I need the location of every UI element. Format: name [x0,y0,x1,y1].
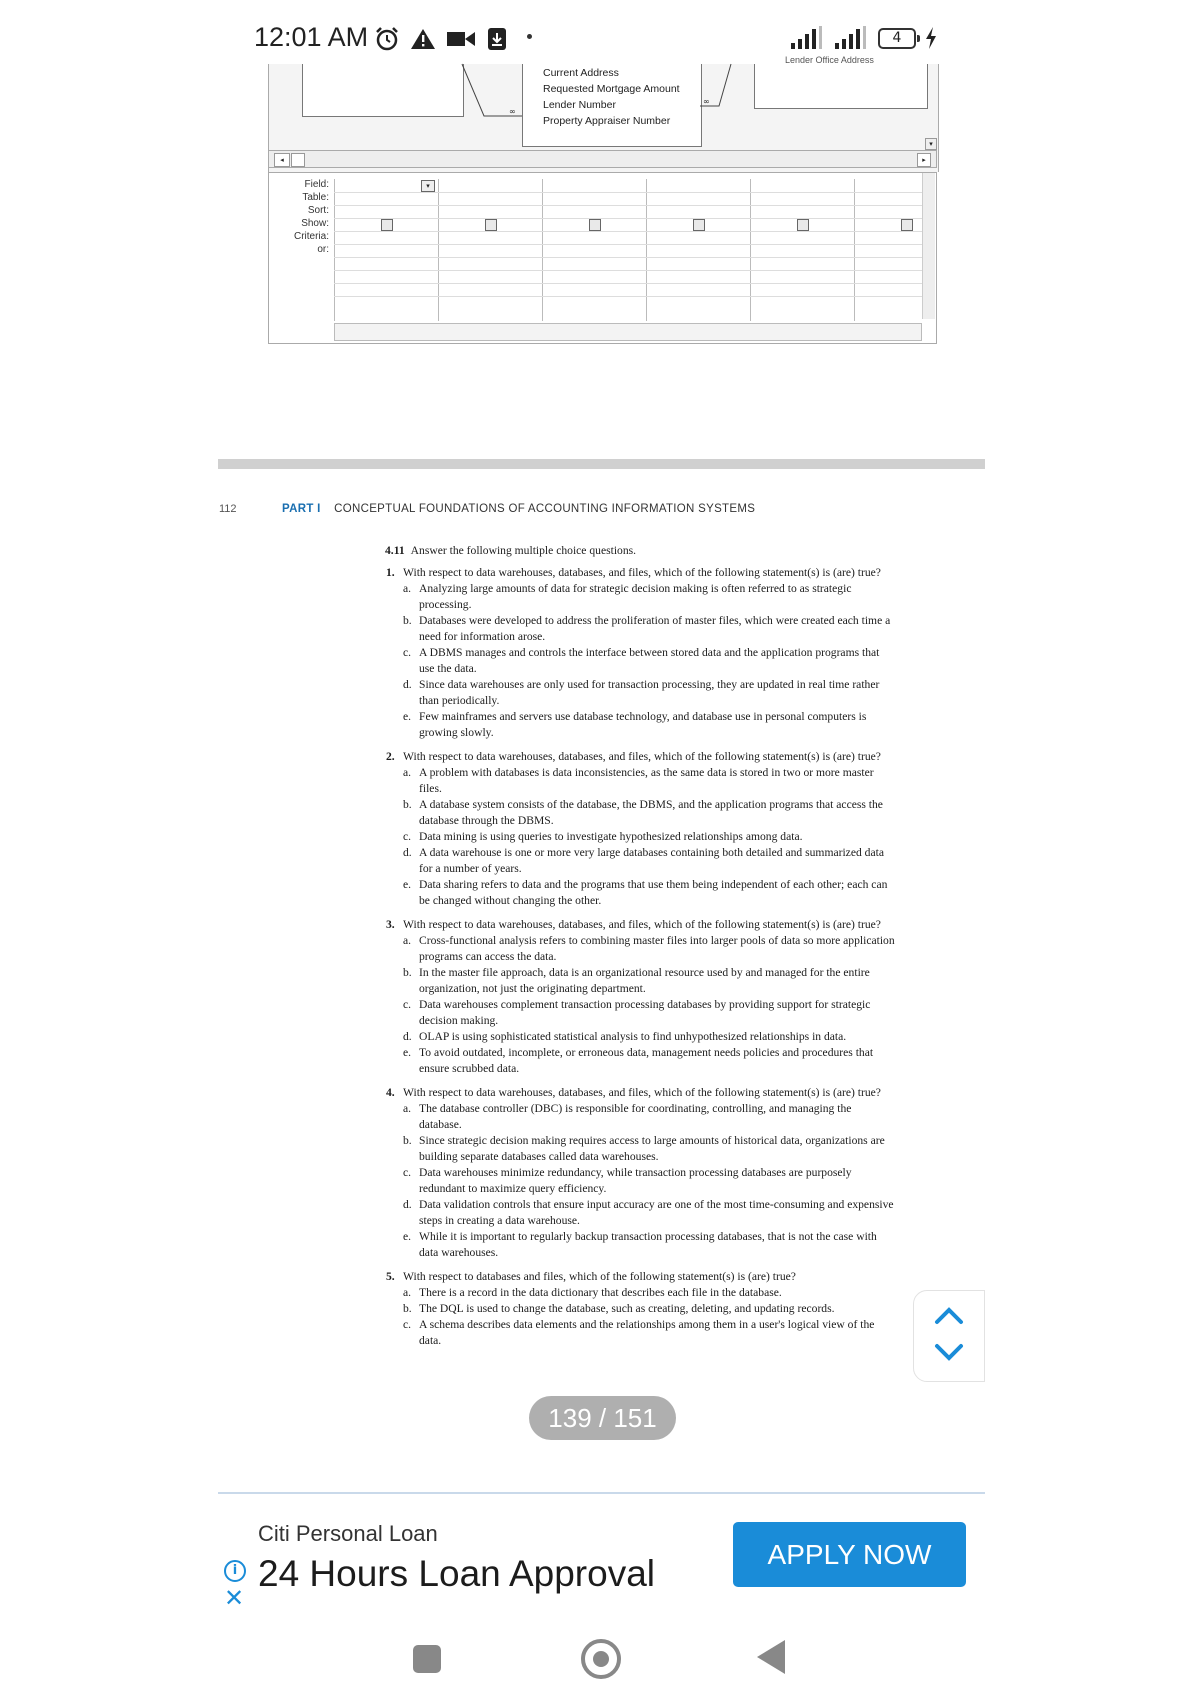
status-right-icons [790,26,938,50]
option-item [403,1133,896,1165]
option-text: Analyzing large amounts of data for strategic decision making is often referred to as strategic processing. [419,582,852,611]
option-letter: b. [403,1134,412,1147]
option-item [403,1317,896,1349]
option-letter: c. [403,1166,412,1179]
option-item [403,1045,896,1077]
option-letter: a. [403,934,412,947]
option-item [403,581,896,613]
status-time: 12:01 AM [254,22,369,52]
label-or: or: [317,244,329,255]
option-text: Few mainframes and servers use database technology, and database use in personal computers is growing slowly. [419,710,867,739]
ad-close-icon[interactable]: ✕ [224,1584,245,1612]
option-text: Data mining is using queries to investigate hypothesized relationships among data. [419,830,803,843]
option-text: To avoid outdated, incomplete, or erroneous data, management needs policies and procedures that ensure scrubbed data. [419,1046,874,1075]
signal-icon [790,26,826,50]
option-item [403,933,896,965]
option-letter: d. [403,678,412,691]
option-item [403,709,896,741]
option-text: While it is important to regularly backup transaction processing databases, that is not the case with data warehouses. [419,1230,877,1259]
exercise-intro [385,543,895,559]
grid-horizontal-scrollbar[interactable] [334,323,922,341]
show-checkbox-3[interactable] [589,219,601,231]
option-letter: c. [403,830,412,843]
chevron-up-icon[interactable] [934,1305,964,1325]
exercise-number: 4.11 [385,544,405,557]
question-number: 3. [386,918,395,931]
query-design-grid [268,172,937,344]
option-letter: a. [403,766,412,779]
question-number: 5. [386,1270,395,1283]
option-item [403,1285,896,1301]
warning-icon [410,27,436,51]
option-item [403,1229,896,1261]
label-criteria: Criteria: [293,231,329,242]
ad-brand: Citi Personal Loan [258,1521,438,1546]
option-letter: e. [403,878,412,891]
scroll-down-arrow[interactable]: ▾ [925,138,937,150]
question-2 [386,749,896,909]
option-list [386,1101,896,1261]
page-separator [218,459,985,469]
option-text: A data warehouse is one or more very large databases containing both detailed and summarized data for a number of years. [419,846,884,875]
exercise-instruction: Answer the following multiple choice questions. [410,544,637,557]
page-nav-arrows [913,1290,985,1382]
option-letter: b. [403,966,412,979]
question-text: With respect to data warehouses, databases, and files, which of the following statement(s) is (are) true? [403,1086,881,1099]
question-number: 2. [386,750,395,763]
svg-text:∞: ∞ [509,107,516,116]
question-text: With respect to data warehouses, databases, and files, which of the following statement(s) is (are) true? [403,566,881,579]
option-text: Since data warehouses are only used for transaction processing, they are updated in real time rather than periodically. [419,678,880,707]
option-text: A database system consists of the database, the DBMS, and the application programs that access the database through the DBMS. [419,798,883,827]
option-item [403,613,896,645]
option-text: In the master file approach, data is an organizational resource used by and managed for the entire organization, not just the originating department. [419,966,870,995]
option-item [403,997,896,1029]
option-item [403,1165,896,1197]
question-stem [386,917,896,933]
option-letter: e. [403,710,412,723]
question-3 [386,917,896,1077]
question-stem [386,1085,896,1101]
option-item [403,1029,896,1045]
show-checkbox-5[interactable] [797,219,809,231]
show-checkbox-2[interactable] [485,219,497,231]
option-letter: d. [403,1030,412,1043]
exercise-content [386,543,896,1357]
charging-icon [924,26,938,50]
question-1 [386,565,896,741]
battery-icon: 4 [878,28,916,49]
option-item [403,877,896,909]
show-checkbox-1[interactable] [381,219,393,231]
recent-apps-button[interactable] [413,1645,441,1673]
option-item [403,845,896,877]
option-item [403,1101,896,1133]
running-header [282,503,755,515]
option-item [403,645,896,677]
option-item [403,797,896,829]
field-lender-office-address: Lender Office Address [785,55,874,65]
alarm-icon [374,26,400,52]
label-sort: Sort: [307,205,329,216]
option-list [386,765,896,909]
field-requested-mortgage-amount: Requested Mortgage Amount [543,83,680,95]
field-current-address: Current Address [543,67,619,79]
option-text: Data warehouses complement transaction processing databases by providing support for strategic decision making. [419,998,871,1027]
option-text: There is a record in the data dictionary that describes each file in the database. [419,1286,782,1299]
svg-text:∞: ∞ [703,97,710,106]
signal-icon-2 [834,26,870,50]
option-letter: a. [403,1102,412,1115]
page-number: 112 [219,503,237,515]
question-stem [386,565,896,581]
scroll-left-arrow[interactable]: ◂ [274,153,290,167]
option-letter: c. [403,646,412,659]
back-button[interactable] [757,1640,785,1674]
option-text: The database controller (DBC) is responsible for coordinating, controlling, and managing the database. [419,1102,852,1131]
question-number: 4. [386,1086,395,1099]
option-text: Data warehouses minimize redundancy, while transaction processing databases are purposely redundant to maximize query efficiency. [419,1166,852,1195]
question-number: 1. [386,566,395,579]
option-letter: e. [403,1046,412,1059]
field-lender-number: Lender Number [543,99,616,111]
field-property-appraiser-number: Property Appraiser Number [543,115,671,127]
option-text: A problem with databases is data inconsistencies, as the same data is stored in two or more master files. [419,766,874,795]
page-counter: 139 / 151 [529,1396,676,1440]
home-button[interactable] [581,1639,621,1679]
option-text: A DBMS manages and controls the interface between stored data and the application programs that use the data. [419,646,880,675]
question-text: With respect to data warehouses, databases, and files, which of the following statement(s) is (are) true? [403,918,881,931]
question-4 [386,1085,896,1261]
question-stem [386,749,896,765]
chevron-down-icon[interactable] [934,1343,964,1363]
option-list [386,581,896,741]
question-list [386,565,896,1349]
option-text: Data sharing refers to data and the programs that use them being independent of each other; each can be changed without changing the other. [419,878,888,907]
apply-now-button[interactable]: APPLY NOW [733,1522,966,1587]
question-stem [386,1269,896,1285]
field-dropdown-arrow[interactable]: ▾ [421,180,435,192]
show-checkbox-4[interactable] [693,219,705,231]
option-letter: a. [403,582,412,595]
option-item [403,1197,896,1229]
option-text: Data validation controls that ensure input accuracy are one of the most time-consuming and expensive steps in creating a data warehouse. [419,1198,894,1227]
video-icon [446,28,476,50]
option-text: Since strategic decision making requires access to large amounts of historical data, organizations are building separate databases called data warehouses. [419,1134,885,1163]
option-text: The DQL is used to change the database, such as creating, deleting, and updating records. [419,1302,835,1315]
question-text: With respect to data warehouses, databases, and files, which of the following statement(s) is (are) true? [403,750,881,763]
option-text: Cross-functional analysis refers to combining master files into larger pools of data so more application programs can access the data. [419,934,895,963]
question-text: With respect to databases and files, which of the following statement(s) is (are) true? [403,1270,796,1283]
option-text: Databases were developed to address the proliferation of master files, which were created each time a need for information arose. [419,614,891,643]
option-item [403,965,896,997]
option-item [403,1301,896,1317]
ad-headline: 24 Hours Loan Approval [258,1553,655,1594]
part-label: PART I [282,503,321,515]
label-field: Field: [304,179,329,190]
option-list [386,1285,896,1349]
option-letter: a. [403,1286,412,1299]
option-text: OLAP is using sophisticated statistical analysis to find unhypothesized relationships in data. [419,1030,847,1043]
option-item [403,765,896,797]
scroll-right-arrow[interactable]: ▸ [917,153,931,167]
option-letter: d. [403,1198,412,1211]
question-5 [386,1269,896,1349]
download-icon [486,26,508,52]
grid-vertical-scrollbar[interactable] [922,173,935,319]
option-text: A schema describes data elements and the relationships among them in a user's logical view of the data. [419,1318,875,1347]
option-letter: c. [403,998,412,1011]
option-letter: d. [403,846,412,859]
option-letter: e. [403,1230,412,1243]
option-list [386,933,896,1077]
scroll-thumb[interactable] [291,153,305,167]
label-show: Show: [301,218,329,229]
status-left-icons [374,26,508,52]
ad-info-icon[interactable]: i [224,1560,246,1582]
label-table: Table: [302,192,329,203]
option-letter: b. [403,1302,412,1315]
option-letter: b. [403,798,412,811]
horizontal-scrollbar-top[interactable] [268,150,937,168]
option-letter: c. [403,1318,412,1331]
option-item [403,829,896,845]
show-checkbox-6[interactable] [901,219,913,231]
header-title: CONCEPTUAL FOUNDATIONS OF ACCOUNTING INFORMATION SYSTEMS [334,503,756,515]
notification-dot [527,34,532,39]
option-letter: b. [403,614,412,627]
option-item [403,677,896,709]
